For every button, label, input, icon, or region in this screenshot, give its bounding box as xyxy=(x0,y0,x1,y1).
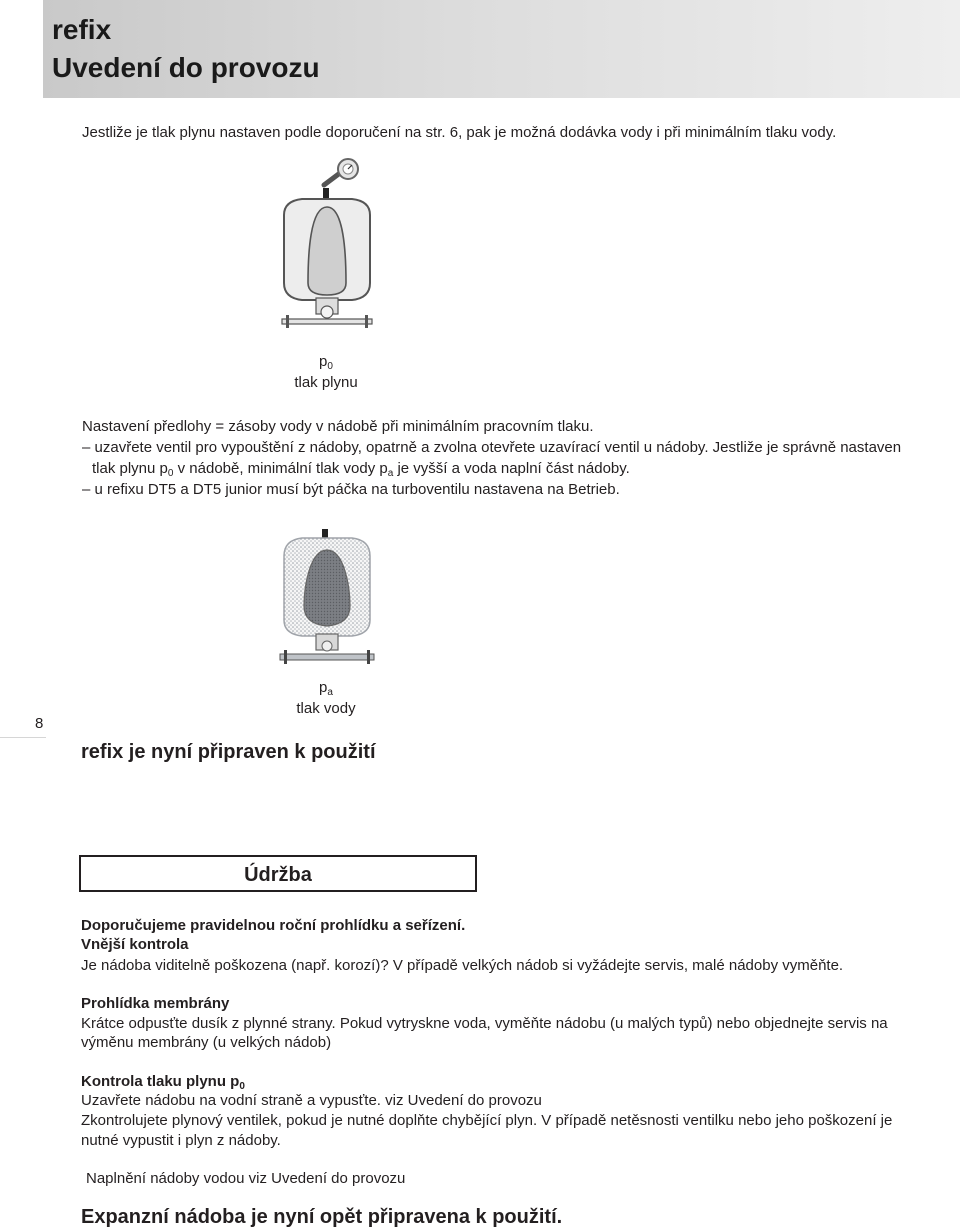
membrane-check-text-1: Krátce odpusťte dusík z plynné strany. Pokud vytryskne voda, vyměňte nádobu (u malých typů) nebo objednejte servis na xyxy=(81,1015,888,1032)
figure2-label-symbol: $p_a$ xyxy=(319,679,333,698)
figure2-label-text: tlak vody xyxy=(296,700,356,717)
membrane-check-heading: Prohlídka membrány xyxy=(81,995,230,1012)
page-number-rule xyxy=(0,737,46,738)
setup-line-4: – u refixu DT5 a DT5 junior musí být páčka na turboventilu nastavena na Betrieb. xyxy=(82,481,620,498)
external-check-text: Je nádoba viditelně poškozena (např. korozí)? V případě velkých nádob si vyžádejte servis, malé nádoby vyměňte. xyxy=(81,957,844,974)
ready-heading: refix je nyní připraven k použití xyxy=(81,741,376,763)
vessel-gauge-illustration xyxy=(272,155,382,345)
pipe xyxy=(282,319,372,324)
gas-pressure-text-1: Uzavřete nádobu na vodní straně a vypusťte. viz Uvedení do provozu xyxy=(81,1092,542,1109)
setup-line-1: Nastavení předlohy = zásoby vody v nádobě při minimálním pracovním tlaku. xyxy=(82,418,594,435)
final-heading: Expanzní nádoba je nyní opět připravena k použití. xyxy=(81,1206,563,1228)
maintenance-title: Údržba xyxy=(244,864,312,886)
header-title-product: refix xyxy=(52,14,112,45)
setup-line-3: tlak plynu $p_0$ v nádobě, minimální tlak vody $p_a$ je vyšší a voda naplní část nádoby. xyxy=(92,460,630,479)
gas-pressure-text-2: Zkontrolujete plynový ventilek, pokud je nutné doplňte chybějící plyn. V případě netěsnosti ventilku nebo jeho poškození je xyxy=(81,1112,893,1129)
membrane-check-text-2: výměnu membrány (u velkých nádob) xyxy=(81,1034,332,1051)
maintenance-recommend: Doporučujeme pravidelnou roční prohlídku a seřízení. xyxy=(81,917,466,934)
figure1-label-text: tlak plynu xyxy=(294,374,358,391)
pressure-gauge-icon xyxy=(324,159,358,185)
external-check-heading: Vnější kontrola xyxy=(81,936,189,953)
header-title-section: Uvedení do provozu xyxy=(52,52,320,83)
intro-paragraph: Jestliže je tlak plynu nastaven podle doporučení na str. 6, pak je možná dodávka vody i při minimálním tlaku vody. xyxy=(82,124,837,141)
page-number: 8 xyxy=(35,715,44,732)
setup-line-2: – uzavřete ventil pro vypouštění z nádoby, opatrně a zvolna otevřete uzavírací ventil u nádoby. Jestliže je správně nastaven xyxy=(82,439,902,456)
gas-pressure-heading: Kontrola tlaku plynu $p_0$ xyxy=(81,1073,245,1092)
vessel-water-illustration xyxy=(272,526,382,668)
fill-vessel-text: Naplnění nádoby vodou viz Uvedení do provozu xyxy=(86,1170,406,1187)
pipe xyxy=(280,654,374,660)
figure1-label-symbol: $p_0$ xyxy=(319,353,333,372)
gas-pressure-text-3: nutné vypustit i plyn z nádoby. xyxy=(81,1132,281,1149)
